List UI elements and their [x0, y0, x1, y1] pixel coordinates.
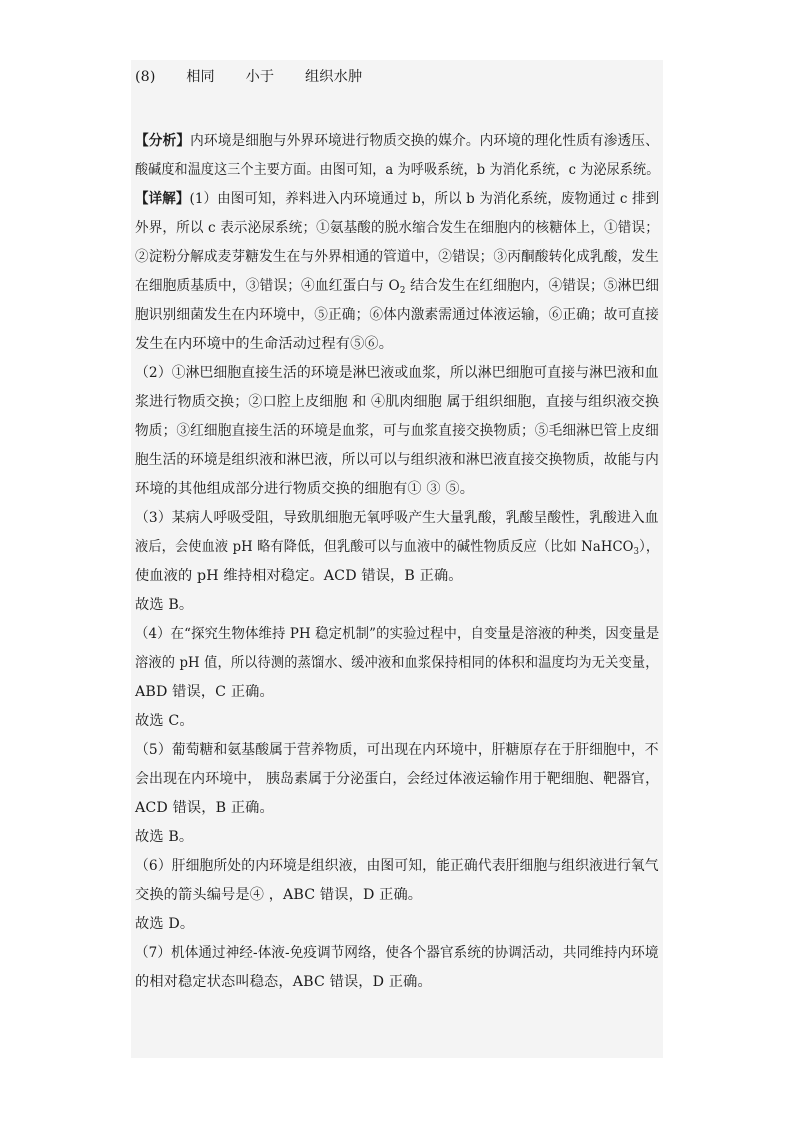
part5-text-3: ACD 错误，B 正确。 — [135, 800, 274, 816]
o2-subscript: 2 — [399, 286, 406, 296]
part7-text-1: （7）机体通过神经-体液-免疫调节网络，使各个器官系统的协调活动，共同维持内环境 — [135, 945, 659, 961]
part5-line-2 — [135, 769, 659, 789]
detail-text-4b: 结合发生在红细胞内，④错误；⑤淋巴细 — [405, 278, 660, 294]
part5-text-4: 故选 B。 — [135, 829, 194, 845]
part2-line-2 — [135, 392, 659, 412]
analysis-text-2: 酸碱度和温度这三个主要方面。由图可知，a 为呼吸系统，b 为消化系统，c 为泌尿系统。 — [135, 162, 660, 178]
part3-text-4: 故选 B。 — [135, 597, 194, 613]
part4-line-1 — [135, 624, 659, 644]
part3-line-3 — [135, 566, 463, 586]
analysis-text-1: 内环境是细胞与外界环境进行物质交换的媒介。内环境的理化性质有渗透压、 — [190, 133, 659, 149]
part5-text-1: （5）葡萄糖和氨基酸属于营养物质，可出现在内环境中，肝糖原存在于肝细胞中，不 — [135, 742, 659, 758]
analysis-tag: 【分析】 — [135, 133, 191, 149]
part3-line-1 — [135, 508, 659, 528]
part4-text-4: 故选 C。 — [135, 713, 194, 729]
part3-line-4 — [135, 595, 193, 615]
answer-line-8 — [135, 67, 388, 87]
part4-line-4 — [135, 711, 194, 731]
part5-text-2: 会出现在内环境中， 胰岛素属于分泌蛋白，会经过体液运输作用于靶细胞、靶器官， — [135, 771, 660, 787]
part4-text-2: 溶液的 pH 值，所以待测的蒸馏水、缓冲液和血浆保持相同的体积和温度均为无关变量， — [135, 655, 659, 671]
part2-text-3: 物质；③红细胞直接生活的环境是血浆，可与血浆直接交换物质；⑤毛细淋巴管上皮细 — [135, 423, 659, 439]
part6-text-1: （6）肝细胞所处的内环境是组织液，由图可知，能正确代表肝细胞与组织液进行氧气 — [135, 858, 659, 874]
detail-line-2 — [135, 218, 659, 238]
detail-text-6: 发生在内环境中的生命活动过程有⑤⑥。 — [135, 336, 394, 352]
part3-line-2 — [135, 537, 659, 557]
detail-text-5: 胞识别细菌发生在内环境中，⑤正确；⑥体内激素需通过体液运输，⑥正确；故可直接 — [135, 307, 659, 323]
part3-text-3: 使血液的 pH 维持相对稳定。ACD 错误，B 正确。 — [135, 568, 463, 584]
answer-3: 组织水肿 — [304, 69, 363, 85]
part6-line-1 — [135, 856, 659, 876]
part3-text-1: （3）某病人呼吸受阻，导致肌细胞无氧呼吸产生大量乳酸，乳酸呈酸性，乳酸进入血 — [135, 510, 659, 526]
part7-line-2 — [135, 972, 432, 992]
detail-text-4a: 在细胞质基质中，③错误；④血红蛋白与 O — [135, 278, 400, 294]
detail-text-3: ②淀粉分解成麦芽糖发生在与外界相通的管道中，②错误；③丙酮酸转化成乳酸，发生 — [135, 249, 659, 265]
detail-text-1: (1）由图可知，养料进入内环境通过 b，所以 b 为消化系统，废物通过 c 排到 — [189, 191, 660, 207]
part7-text-2: 的相对稳定状态叫稳态，ABC 错误，D 正确。 — [135, 974, 432, 990]
detail-line-4 — [135, 276, 659, 296]
answer-2: 小于 — [245, 69, 275, 85]
detail-line-5 — [135, 305, 659, 325]
part5-line-4 — [135, 827, 193, 847]
part4-line-2 — [135, 653, 659, 673]
part2-text-5: 环境的其他组成部分进行物质交换的细胞有① ③ ⑤。 — [135, 481, 475, 497]
part4-text-3: ABD 错误，C 正确。 — [135, 684, 274, 700]
nahco3-subscript: 3 — [633, 547, 640, 557]
answer-1: 相同 — [186, 69, 215, 85]
question-number: (8) — [135, 69, 156, 85]
document-page — [131, 60, 663, 1058]
part5-line-1 — [135, 740, 659, 760]
part6-line-2 — [135, 885, 422, 905]
part3-text-2a: 液后，会使血液 pH 略有降低，但乳酸可以与血液中的碱性物质反应（比如 NaHCO — [135, 539, 634, 555]
part6-text-3: 故选 D。 — [135, 916, 195, 932]
part2-line-4 — [135, 450, 659, 470]
part2-text-4: 胞生活的环境是组织液和淋巴液，所以可以与组织液和淋巴液直接交换物质，故能与内 — [135, 452, 659, 468]
part6-line-3 — [135, 914, 194, 934]
part2-line-1 — [135, 363, 659, 383]
detail-line-3 — [135, 247, 659, 267]
part5-line-3 — [135, 798, 274, 818]
detail-line-6 — [135, 334, 393, 354]
part4-line-3 — [135, 682, 274, 702]
analysis-line-1 — [135, 131, 659, 151]
detail-line-1 — [135, 189, 659, 209]
part2-text-1: （2）①淋巴细胞直接生活的环境是淋巴液或血浆，所以淋巴细胞可直接与淋巴液和血 — [135, 365, 659, 381]
part6-text-2: 交换的箭头编号是④ ，ABC 错误，D 正确。 — [135, 887, 423, 903]
analysis-line-2 — [135, 160, 659, 180]
detail-text-2: 外界，所以 c 表示泌尿系统；①氨基酸的脱水缩合发生在细胞内的核糖体上，①错误； — [135, 220, 659, 236]
part2-line-3 — [135, 421, 659, 441]
part2-text-2: 浆进行物质交换；②口腔上皮细胞 和 ④肌肉细胞 属于组织细胞，直接与组织液交换 — [135, 394, 660, 410]
part2-line-5 — [135, 479, 474, 499]
part7-line-1 — [135, 943, 659, 963]
detail-tag: 【详解】 — [135, 191, 190, 207]
part4-text-1: （4）在“探究生物体维持 PH 稳定机制”的实验过程中，自变量是溶液的种类，因变量是 — [135, 626, 660, 642]
part3-text-2b: ）， — [639, 539, 660, 555]
